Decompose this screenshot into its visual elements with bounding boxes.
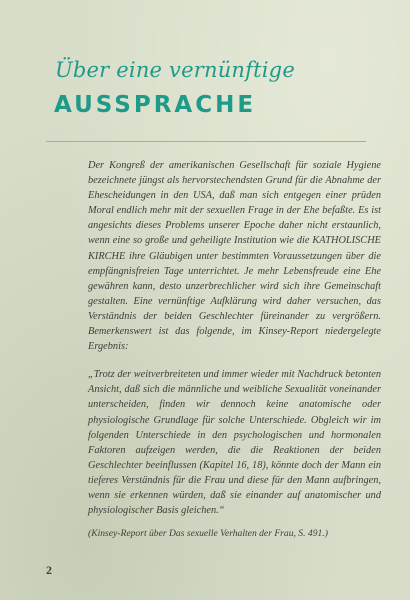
heading-divider: [46, 141, 366, 142]
quote-source: (Kinsey-Report über Das sexuelle Verhalten der Frau, S. 491.): [88, 528, 328, 540]
page-number: 2: [46, 563, 52, 577]
heading-script-line: Über eine vernünftige: [55, 58, 295, 82]
article-body: [88, 158, 381, 541]
intro-paragraph: Der Kongreß der amerikanischen Gesellschaft für soziale Hygiene bezeichnete jüngst als hervorstechendsten Grund für die Abnahme der Ehescheidungen in den USA, daß man sich entgegen einer prüden Moral endlich mehr mit der sexuellen Frage in der Ehe befaßte. Es ist angesichts dieses Problems unserer Epoche daher nicht erstaunlich, wenn eine so große und geheiligte Institution wie die KATHOLISCHE KIRCHE ihre Gläubigen unter bestimmten Voraussetzungen über die empfängnisfreien Tage unterrichtet. Je mehr Lebensfreude eine Ehe gewähren kann, desto unzerbrechlicher wird sich ihre Gemeinschaft gestalten. Eine vernünftige Aufklärung wird daher versuchen, das Verständnis der beiden Geschlechter füreinander zu vergrößern. Bemerkenswert ist das folgende, im Kinsey-Report niedergelegte Ergebnis:: [88, 160, 381, 353]
heading-main-line: AUSSPRACHE: [54, 92, 257, 118]
kinsey-quote: „Trotz der weitverbreiteten und immer wieder mit Nachdruck betonten Ansicht, daß sich die männliche und weibliche Sexualität voneinander unterscheiden, finden wir dennoch keine anatomische oder physiologische Grundlage für solche Unterschiede. Obgleich wir im folgenden Unterschiede in den psychologischen und hormonalen Faktoren aufzeigen werden, die die Reaktionen der beiden Geschlechter beeinflussen (Kapitel 16, 18), könnte doch der Mann ein tieferes Verständnis für die Frau und diese für den Mann aufbringen, wenn sie erkennen würden, daß sie einander auf anatomischer und physiologischer Basis gleichen.“: [88, 369, 381, 517]
